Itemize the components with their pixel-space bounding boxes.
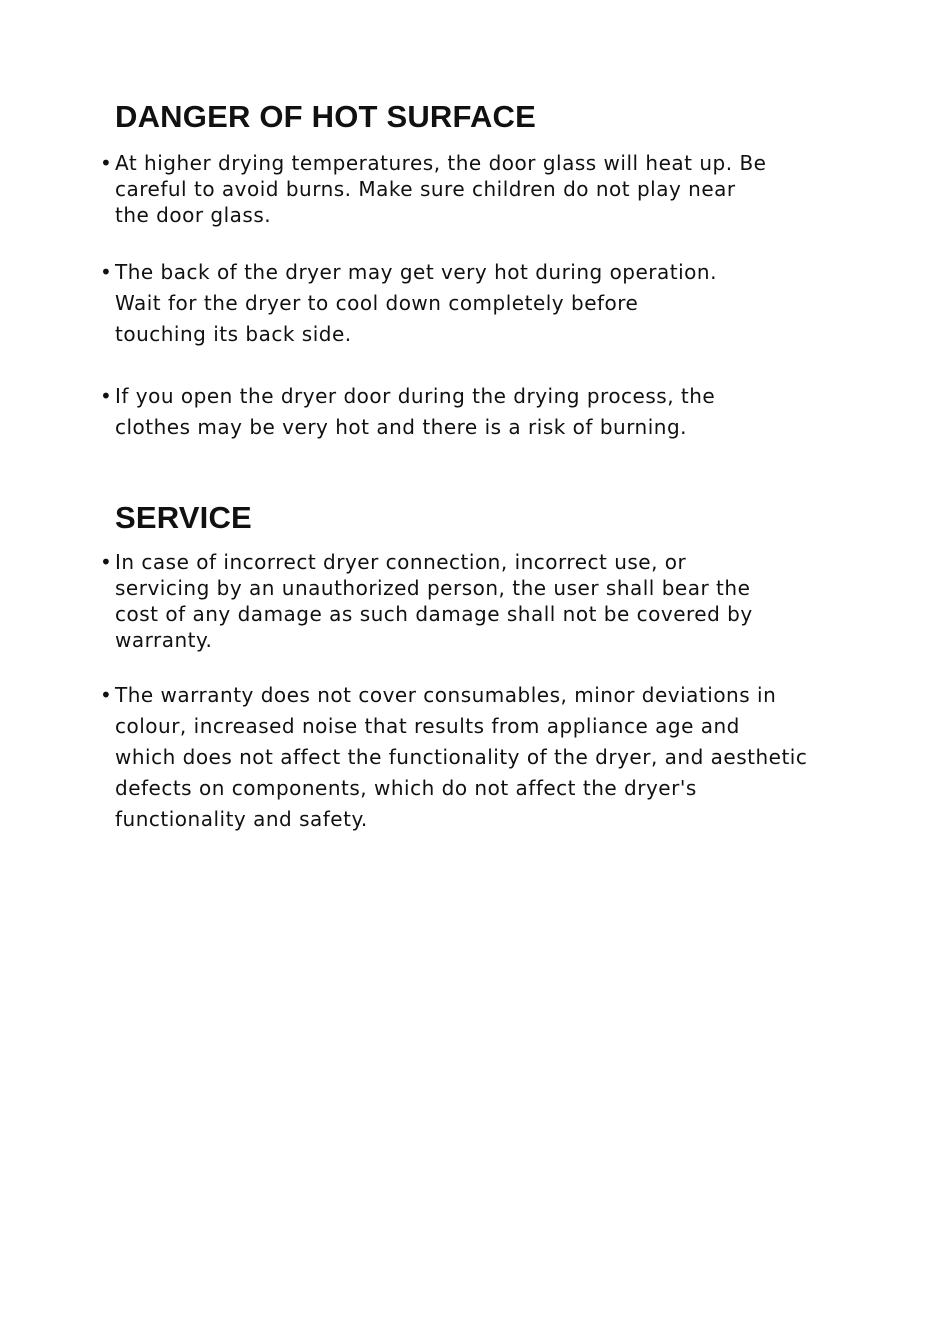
bullet-warranty-exclusions	[100, 680, 860, 835]
bullet-dot-icon: •	[100, 683, 113, 707]
bullet-line: careful to avoid burns. Make sure children do not play near	[115, 177, 736, 201]
bullet-dot-icon: •	[100, 151, 113, 175]
bullet-line	[100, 150, 860, 176]
bullet-line	[100, 549, 860, 575]
bullet-dot-icon: •	[100, 384, 113, 408]
bullet-line: warranty.	[115, 628, 213, 652]
bullet-line	[100, 257, 860, 288]
bullet-line: colour, increased noise that results from appliance age and	[115, 714, 740, 738]
bullet-line	[100, 680, 860, 711]
section-title-service: SERVICE	[115, 500, 252, 535]
bullet-line: clothes may be very hot and there is a risk of burning.	[115, 415, 688, 439]
bullet-line: the door glass.	[115, 203, 272, 227]
bullet-line: defects on components, which do not affect the dryer's	[115, 776, 697, 800]
bullet-line: cost of any damage as such damage shall not be covered by	[115, 602, 753, 626]
bullet-door-glass-heat	[100, 150, 860, 228]
bullet-open-door-risk	[100, 381, 860, 443]
bullet-back-hot	[100, 257, 860, 350]
section-title-danger-hot-surface: DANGER OF HOT SURFACE	[115, 99, 536, 134]
bullet-line	[100, 381, 860, 412]
bullet-text: At higher drying temperatures, the door glass will heat up. Be	[115, 151, 767, 175]
bullet-incorrect-connection	[100, 549, 860, 653]
bullet-text: The warranty does not cover consumables, minor deviations in	[115, 683, 777, 707]
bullet-dot-icon: •	[100, 550, 113, 574]
bullet-line: touching its back side.	[115, 322, 352, 346]
bullet-line: which does not affect the functionality of the dryer, and aesthetic	[115, 745, 808, 769]
bullet-text: If you open the dryer door during the drying process, the	[115, 384, 716, 408]
bullet-line: Wait for the dryer to cool down completely before	[115, 291, 639, 315]
bullet-text: In case of incorrect dryer connection, incorrect use, or	[115, 550, 687, 574]
bullet-text: The back of the dryer may get very hot during operation.	[115, 260, 717, 284]
bullet-line: servicing by an unauthorized person, the user shall bear the	[115, 576, 751, 600]
bullet-line: functionality and safety.	[115, 807, 368, 831]
bullet-dot-icon: •	[100, 260, 113, 284]
